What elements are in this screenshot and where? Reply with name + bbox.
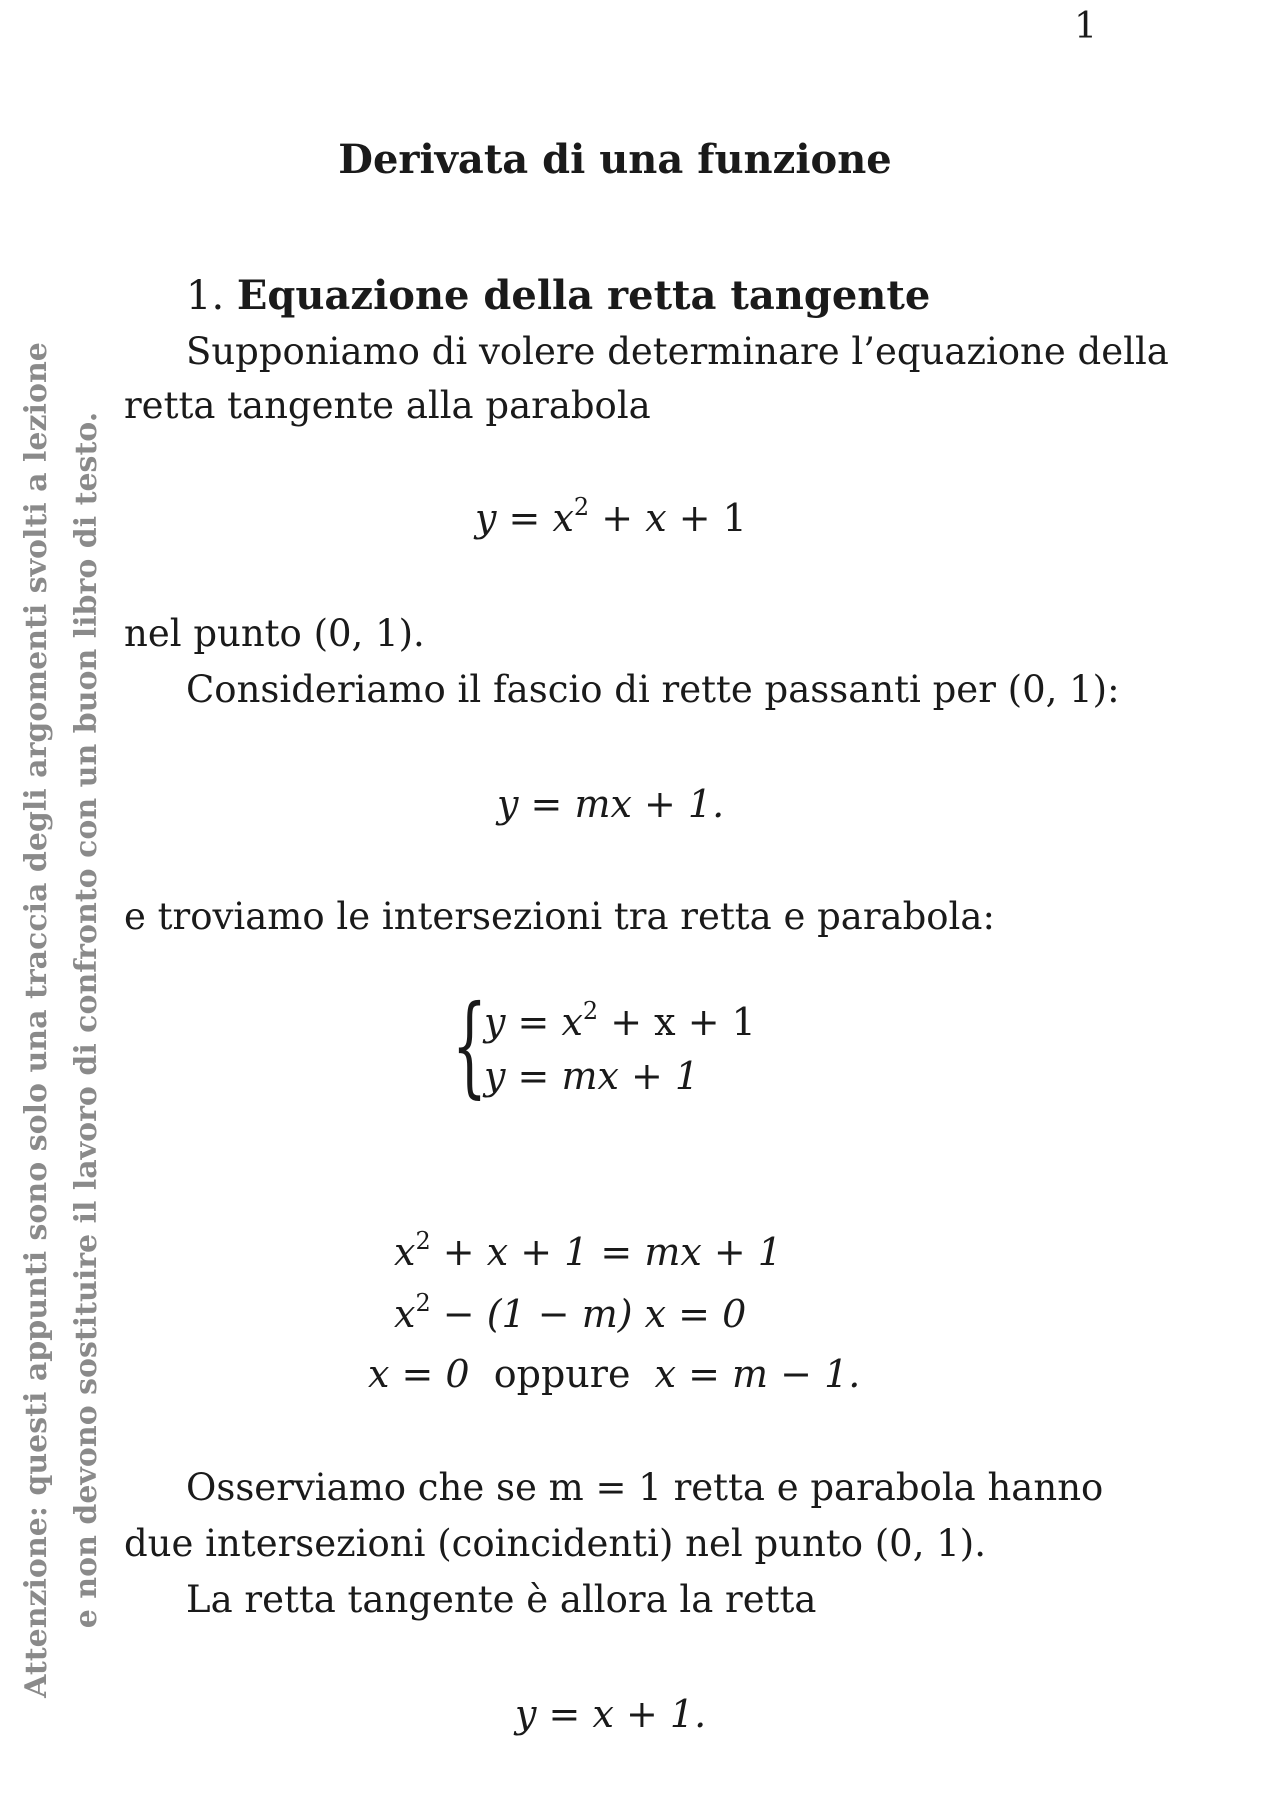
watermark-line-1: Attenzione: questi appunti sono solo una traccia degli argomenti svolti a lezione xyxy=(19,342,54,1698)
paragraph-2: nel punto (0, 1). xyxy=(124,612,425,655)
paragraph-3: Consideriamo il fascio di rette passanti per (0, 1): xyxy=(186,668,1120,711)
step-3: x = 0 oppure x = m − 1. xyxy=(368,1352,861,1396)
watermark xyxy=(12,342,112,1698)
paragraph-1b: retta tangente alla parabola xyxy=(124,384,651,427)
system-brace: { xyxy=(452,981,487,1109)
system-eq-2: y = mx + 1 xyxy=(484,1054,700,1098)
paragraph-5b: due intersezioni (coincidenti) nel punto (0, 1). xyxy=(124,1522,986,1565)
section-number: 1. xyxy=(186,273,225,319)
paragraph-6: La retta tangente è allora la retta xyxy=(186,1578,817,1621)
watermark-line-2: e non devono sostituire il lavoro di confronto con un buon libro di testo. xyxy=(69,411,104,1629)
section-heading xyxy=(186,272,930,319)
page-number: 1 xyxy=(1074,6,1097,47)
paragraph-1a: Supponiamo di volere determinare l’equazione della xyxy=(186,330,1169,373)
step-1: $x^2 + x + 1$ = mx + 1 xyxy=(394,1227,782,1274)
equation-tangent: y = x + 1. xyxy=(515,1692,707,1736)
equation-parabola: $y = x^2 + x + 1$ xyxy=(475,493,747,540)
equation-fascio: y = mx + 1. xyxy=(497,782,725,826)
system-eq-1: $y = x^2 + x + 1$ xyxy=(484,997,756,1044)
paragraph-5a: Osserviamo che se m = 1 retta e parabola hanno xyxy=(186,1466,1104,1509)
paragraph-4: e troviamo le intersezioni tra retta e parabola: xyxy=(124,895,995,938)
section-title: Equazione della retta tangente xyxy=(236,272,931,319)
page-title: Derivata di una funzione xyxy=(338,136,892,183)
step-2: $x^2 - (1 - m) x = 0$ xyxy=(394,1289,747,1336)
